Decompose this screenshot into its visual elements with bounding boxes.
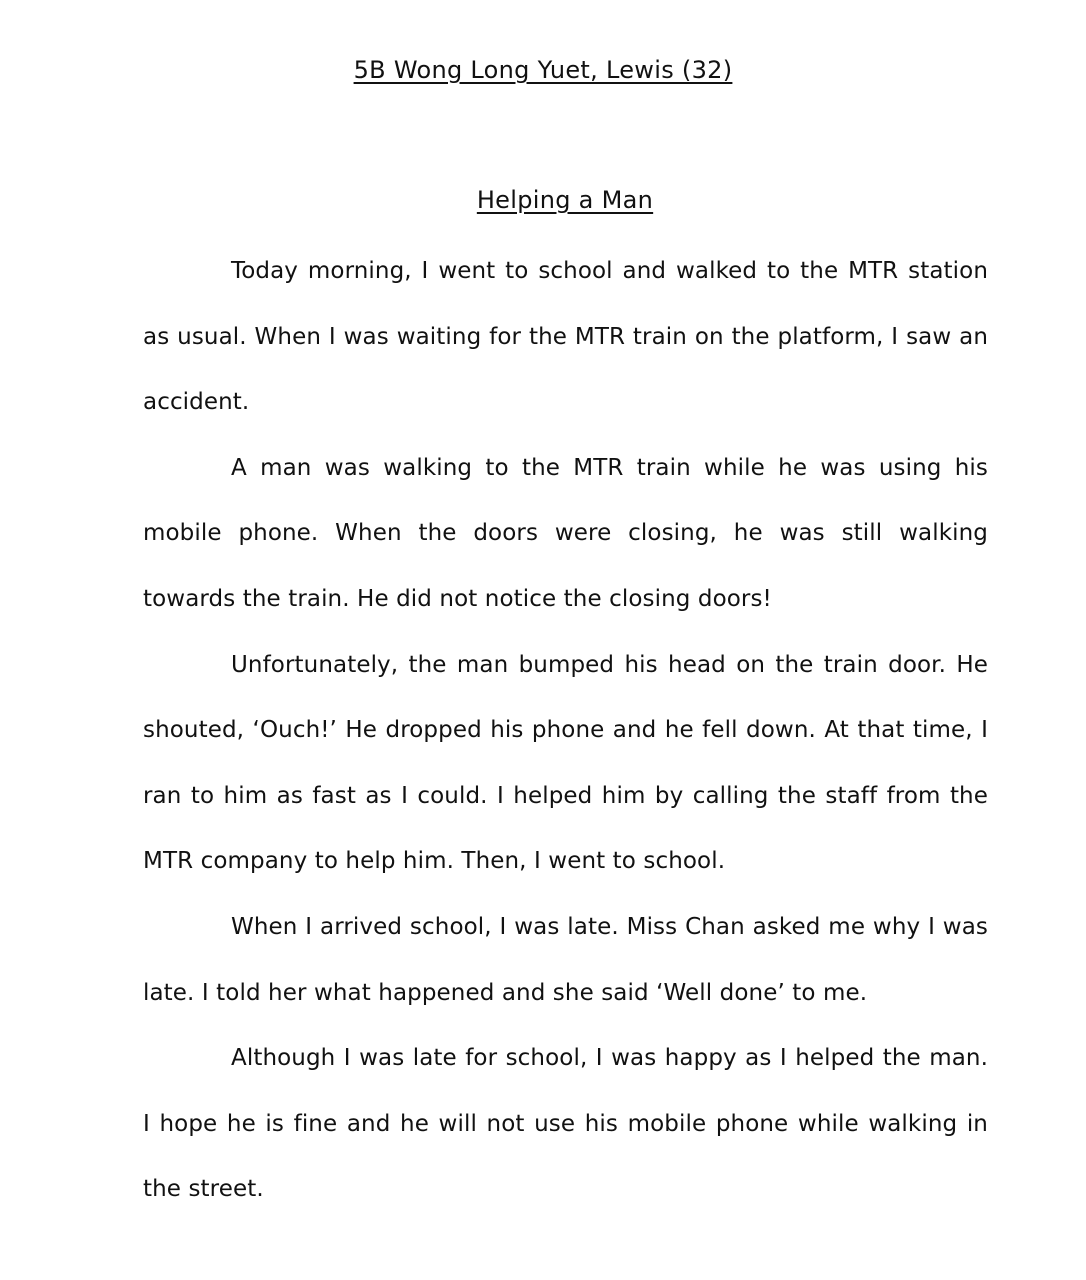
essay-body <box>143 239 988 1223</box>
paragraph-4: When I arrived school, I was late. Miss Chan asked me why I was late. I told her what happened and she said ‘Well done’ to me. <box>143 913 988 1006</box>
paragraph-1: Today morning, I went to school and walked to the MTR station as usual. When I was waiting for the MTR train on the platform, I saw an accident. <box>143 258 988 416</box>
paragraph-3: Unfortunately, the man bumped his head on the train door. He shouted, ‘Ouch!’ He dropped his phone and he fell down. At that time, I ran to him as fast as I could. I helped him by calling the staff from the MTR company to help him. Then, I went to school. <box>143 651 988 875</box>
essay-title: Helping a Man <box>476 186 654 214</box>
paragraph-2: A man was walking to the MTR train while he was using his mobile phone. When the doors were closing, he was still walking towards the train. He did not notice the closing doors! <box>143 454 988 612</box>
author-line: 5B Wong Long Yuet, Lewis (32) <box>353 56 733 84</box>
paragraph-5: Although I was late for school, I was happy as I helped the man. I hope he is fine and he will not use his mobile phone while walking in the street. <box>143 1045 988 1203</box>
